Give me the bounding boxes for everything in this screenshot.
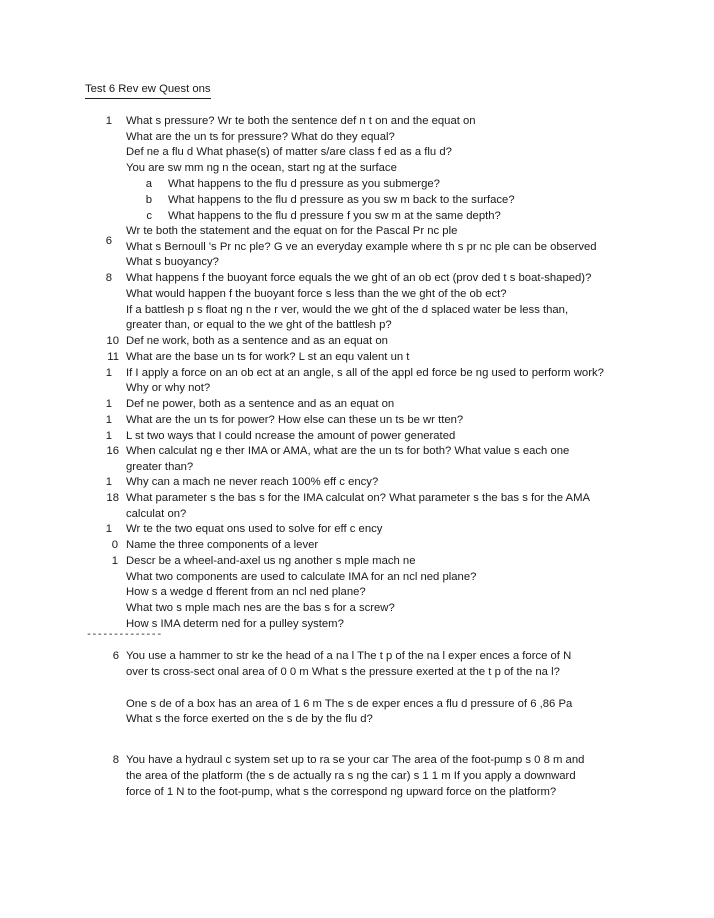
page-title: Test 6 Rev ew Quest ons xyxy=(85,82,211,99)
question-text: Def ne work, both as a sentence and as an equat on xyxy=(126,335,388,347)
question-number: 1 xyxy=(105,115,112,127)
question-text: Descr be a wheel-and-axel us ng another s mple mach ne xyxy=(126,555,416,567)
question-text: Wr te the two equat ons used to solve for eff c ency xyxy=(126,523,383,535)
question-text: If a battlesh p s float ng n the r ver, would the we ght of the d splaced water be less than, xyxy=(126,304,569,316)
question-number: 1 xyxy=(105,476,112,488)
question-text: What s Bernoull 's Pr nc ple? G ve an everyday example where th s pr nc ple can be observed xyxy=(126,241,597,253)
problem-text: over ts cross-sect onal area of 0 0 m What s the pressure exerted at the t p of the na l? xyxy=(126,666,560,678)
question-text: What parameter s the bas s for the IMA calculat on? What parameter s the bas s for the AMA xyxy=(126,492,591,504)
problem-text: One s de of a box has an area of 1 6 m The s de exper ences a flu d pressure of 6 ,86 Pa xyxy=(126,698,573,710)
question-text: calculat on? xyxy=(126,508,187,520)
question-number: 10 xyxy=(106,335,119,347)
problem-number: 8 xyxy=(112,754,119,766)
question-text: When calculat ng e ther IMA or AMA, what are the un ts for both? What value s each one xyxy=(126,445,570,457)
question-number: 8 xyxy=(105,272,112,284)
problem-text: the area of the platform (the s de actually ra s ng the car) s 1 1 m If you apply a downward xyxy=(126,770,576,782)
question-number: 18 xyxy=(106,492,119,504)
question-number: c xyxy=(146,210,152,222)
question-text: What are the un ts for power? How else can these un ts be wr tten? xyxy=(126,414,464,426)
question-text: Wr te both the statement and the equat on for the Pascal Pr nc ple xyxy=(126,225,458,237)
question-text: What happens to the flu d pressure as you submerge? xyxy=(168,178,440,190)
question-text: What are the un ts for pressure? What do they equal? xyxy=(126,131,395,143)
question-number: b xyxy=(145,194,152,206)
question-number: a xyxy=(145,178,152,190)
question-text: Def ne power, both as a sentence and as an equat on xyxy=(126,398,395,410)
question-text: What are the base un ts for work? L st an equ valent un t xyxy=(126,351,410,363)
question-text: greater than, or equal to the we ght of the battlesh p? xyxy=(126,319,392,331)
question-text: What happens to the flu d pressure as you sw m back to the surface? xyxy=(168,194,515,206)
question-text: What happens to the flu d pressure f you sw m at the same depth? xyxy=(168,210,501,222)
question-number: 1 xyxy=(105,367,112,379)
question-text: Name the three components of a lever xyxy=(126,539,319,551)
problem-text: You have a hydraul c system set up to ra se your car The area of the foot-pump s 0 8 m and xyxy=(126,754,585,766)
question-text: What would happen f the buoyant force s less than the we ght of the ob ect? xyxy=(126,288,507,300)
problem-text: What s the force exerted on the s de by the flu d? xyxy=(126,713,373,725)
question-text: Def ne a flu d What phase(s) of matter s/are class f ed as a flu d? xyxy=(126,146,452,158)
question-number: 11 xyxy=(107,351,119,363)
problem-text: force of 1 N to the foot-pump, what s the correspond ng upward force on the platform? xyxy=(126,786,557,798)
question-text: What two s mple mach nes are the bas s for a screw? xyxy=(126,602,395,614)
question-text: greater than? xyxy=(126,461,194,473)
section-separator: -------------- xyxy=(86,630,162,641)
question-number: 1 xyxy=(105,398,112,410)
question-text: What s pressure? Wr te both the sentence def n t on and the equat on xyxy=(126,115,476,127)
question-text: L st two ways that I could ncrease the amount of power generated xyxy=(126,430,456,442)
question-number: 6 xyxy=(105,235,112,247)
question-text: How s IMA determ ned for a pulley system? xyxy=(126,618,344,630)
question-number: 0 xyxy=(111,539,118,551)
question-number: 1 xyxy=(105,523,112,535)
question-text: You are sw mm ng n the ocean, start ng at the surface xyxy=(126,162,397,174)
question-text: What s buoyancy? xyxy=(126,256,219,268)
question-number: 1 xyxy=(105,430,112,442)
question-number: 16 xyxy=(106,445,119,457)
question-text: What two components are used to calculate IMA for an ncl ned plane? xyxy=(126,571,477,583)
question-number: 1 xyxy=(111,555,118,567)
question-text: How s a wedge d fferent from an ncl ned plane? xyxy=(126,586,366,598)
question-text: Why can a mach ne never reach 100% eff c ency? xyxy=(126,476,379,488)
question-text: Why or why not? xyxy=(126,382,211,394)
problem-text: You use a hammer to str ke the head of a na l The t p of the na l exper ences a force of N xyxy=(126,650,572,662)
question-text: If I apply a force on an ob ect at an angle, s all of the appl ed force be ng used to perform work? xyxy=(126,367,604,379)
question-number: 1 xyxy=(105,414,112,426)
problem-number: 6 xyxy=(112,650,119,662)
question-text: What happens f the buoyant force equals the we ght of an ob ect (prov ded t s boat-shaped)? xyxy=(126,272,592,284)
